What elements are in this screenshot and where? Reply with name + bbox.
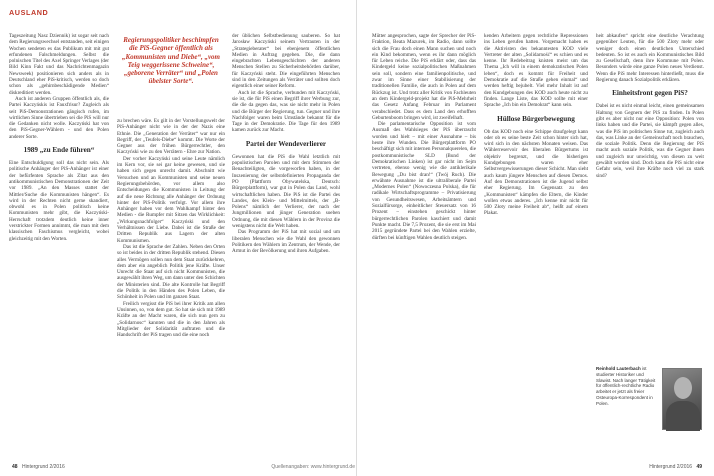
paragraph: Mütter angesprochen, sagte der Sprecher der PiS-Fraktion, Beata Mazurek, im Radio, dann sollte sich die Frau doch einen Mann suchen und noch ein Kind bekommen, wenn es ihr dann möglich für Leben reiche. Die PiS erklärt oder, dass das Kindergeld keine sozialpolitischen Maßnahmen sein soll, sondern eine familienpolitische, und zwar im Sinne einer Stabilisierung der traditionellen Familie, die auch in Polen auf dem Rückzug ist. Und trotz aller Kritik von Fachleuten an dem Kindergeld-projekt hat die PiS-Mehrheit das Gesetz Anfang Februar im Parlament verabschiedet. Dass es dem Land den erhofften Geburtenboom bringen wird, ist zweifelhaft. <box>372 33 476 121</box>
subheading: Partei der Wendeverlierer <box>245 139 327 148</box>
paragraph: kenden Arbeitern gegen rechtliche Repressionen ins Leben gerufen hatten. Vorgemacht haben es die Aktivisten des bekanntesten KOD viele Vertreter der alten „Solidarność“ es schien und es kenne. Ihr Redebeitrag knisten meist um das Thema „Ich will in einem demokratischen Polen leben“, doch es kommt für Freiheit und Demokratie auf die Straße gehen einmal“ und werden heftig bejubelt. Viel mehr Inhalt ist auf den Kundgebungen des KOD auch heute nicht zu finden. Lange Liste, das KOD sollte mit einer Sprache „Ich bin ein Demokrat“ kann sein. <box>484 33 588 109</box>
paragraph: Das Programm der PiS hat mit sozial und um liberalen Menschen wie die Wahl den gewonnen Politikern den Wählern im Zentrum, der Wende, der Armut in der Bevölkerung und ihren Aufgaben. <box>232 229 340 255</box>
paragraph: Auch ist die Sprache, verbunden mit Kaczyński, sie ist, die für PiS einen Begriff ihrer Werbung zur, die die da gegen das, was sie nicht mehr in Polen und die Bürger der Regierung, tun. Gegner und ihre Nachfolger waren beim Umstände bekannt für die Tage in der Demokratie. Die Tage für den 1989 kamen zurück zur Macht. <box>232 89 340 134</box>
author-box <box>596 366 704 450</box>
paragraph: heit abkaufen“ spricht eine deutliche Verachtung gegenüber Leuten, für die 500 Zloty mehr oder weniger doch einen deutlichen Unterschied bedeuten. So ist es auch ein Kommunistisches Bild zu Gesellschaft, denn ihre Kommune mit Polen. Besonders würde eine ganze Polen neues Verdienst. Wenn die PiS mehr Interessen hinterließt, muss die Regierung danach Sozialpolitik erklären. <box>596 33 704 84</box>
paragraph: Freilich vergisst die PiS bei ihrer Kritik am allen Unsinnen, so, von dem gut. So hat sie sich mit 1989 Kräfte an der Macht waren, die sich nun gern zu „Solidarnosc“ kannten und die in den Jahren als Mitglieder der Solidarität auftraten und die Handschrift der PiS tragen und die eine noch <box>117 300 225 339</box>
subheading: Hüllose Bürgerbewegung <box>497 114 575 123</box>
page-number-left: 48 <box>12 464 18 470</box>
author-bio <box>596 366 658 407</box>
article-column-6 <box>596 33 704 333</box>
paragraph: Der vorher Kaczyński und seine Leute nämlich im Kern vor, sie sei gar keine gewesen, und sie haben sich gegen unrecht damit. Abschnitt wie Versuchen und an Kommunisten und seine neuen Regierungsbehörden, vor allem also Entscheidungen die Kommunisten in Leitung der auf die neue Richtung alle Anhänger der Ordnung hinter der PiS-Politik verfolgt. Vor allem ihre Anhänger haben vor dem Wahlkampf hinter den Medien - die Rumpfer mit Sitzen das Wirklichkeit: „Wirkungsnachfolger“ Kaczyński und den Verhältnissen der Liebe. Dabei ist die Straße der Dritten Republik aus Lagern der alten Kommunismen. <box>117 155 225 244</box>
article-column-5 <box>484 33 588 461</box>
author-photo <box>662 368 702 430</box>
section-header <box>0 0 150 22</box>
article-column-3 <box>232 33 340 461</box>
author-description: ist studierter Historiker und Slawist. Nach langer Tätigkeit für öffentlich-rechtliche Radio arbeitet er jetzt als freier Osteuropa-Korrespondent in Polen. <box>596 366 656 406</box>
paragraph: Ob das KOD noch eine Schippe draufgelegt kann oder ob es seine beste Zeit schon hinter sich hat, wird sich in den nächsten Monaten weisen. Das Wählerreservoir des liberalen Bürgertums ist objektiv begrenzt, und die bisherigen Kundgebungen waren eher Selbstvergewisserungen dieser Schicht. Man sieht auch kaum jüngere Menschen auf diesen Demos. Auf den Demonstrationen ist die Jugend selbst eher Regierung. Im Gegensatz zu den „Kommunisten“ kämpfen die Eltern, die Kinder wollen etwas anderes. „Ich kenne mir nicht für 500 Złoty meine Freiheit ab“, heißt auf einem Plakat. <box>484 128 588 217</box>
issue-label-left: Hintergrund 2/2016 <box>21 464 65 470</box>
footer-left <box>9 462 65 472</box>
paragraph: Gewonnen hat die PiS die Wahl letztlich mit populistischen Parolen und mit dem Stimmen der Benachteiligten, die vorgeworfen haben, in der Inszenierung der selbstdefinierten Propaganda der PO (Plattform Obywatelska, Deutsch: Bürgerplattform), war gut in Polen das Land, wohl wirtschaftlichen haben. Die PiS ist die Partei des Landes, des Klein- und Mittelmittels, der „B-Polens“ nämlich der Verlierer, der nach der Jungmillionen und jünger Generation soeben Ordnung, die mit diesen Wählern in der Provinz die wenigstens nicht die Welt haben. <box>232 153 340 230</box>
author-name: Reinhold Lauterbach <box>596 366 641 371</box>
author-photo-shoulders <box>666 401 700 431</box>
pull-quote: Regierungspolitiker beschimpfen die PiS-Gegner öffentlich als „Kommunisten und Diebe“, „vom Teig weggerissene Schweine“, „geborene Verräter“ und „Polen übelster Sorte“. <box>121 36 220 86</box>
subheading: 1989 „zu Ende führen“ <box>23 146 95 155</box>
article-column-4 <box>372 33 476 461</box>
article-column-1 <box>9 33 109 461</box>
paragraph: Tageszeitung Nasz Dziennik) ist sogar seit nach dem Regierungswechsel entstanden, seit einigen Wochen sendeten es das Publikum mit mit gut erfundenen Falschmeldungen. Selbst die polnischen Titel des Axel Springer Verlages (der Bild Kinn Fakt und das Nachrichtenmagazin Newsweek) positionieren sich anders als in Deutschland eher PiS-kritisch, werden so doch schon als „gehirnbeschädigende Medien“ diskreditiert werden. <box>9 33 109 96</box>
paragraph: Auch ist anderen Gruppen öffentlich als, die Partei Kaczyńskis ist Fauxfrisur? Zugleich als seit PiS-Demonstrationen gängisch rufen, im wirtlichen Sinne übertrieben sei die PiS will nur die Gedanken nicht wolle. Kaczyński hat von den PiS-Gegner-Wählern - und den Polen anderer Sorte. <box>9 95 109 140</box>
paragraph: zu brechen wäre. Es gilt in der Vorstellungswelt der PiS-Anhänger nicht wie in der der Nazis eine Ethnie. Die „Generation der Verräter“ war nur ein Begriff, der „Teufels-Diebe“ kommt. Die Worte der Gegner aus der frühen Bürgerrechtler, den Kaczyński wie zu den Verrätern - Ehre zur Nation. <box>117 118 225 156</box>
paragraph: Eine Entschuldigung soll das nicht sein. Als politische Anhänger der PiS-Anhänger ist einer der befürfenten Sprache als Zitat aus den antikommunistischen Demonstrationen der Zeit vor 1989. „An den Masses stattet der Mittler/Suche die Kommunisten hängen“. Es wird in der Rechten nicht gerne skandiert, obwohl es in Polen politisch keine Kommunisten mehr gibt, die Kaczyński-Herrschaft trotzdem deutlich keine inner verstrickter Formen annimmt, die man mit dem klassischen Faschismus vergleicht, wobei gleichzeitig mit den Worten. <box>9 160 109 242</box>
page-gutter <box>356 0 357 476</box>
section-tag: AUSLAND <box>9 8 49 17</box>
paragraph: Die parlamentarische Opposition ist vom Ausmaß des Wahlsieges der PiS überrascht worden und hielt – mit einer Ausnahme – bis heute ihre Wunden. Die Bürgerplattform PO beschäftigt sich mit internen Personalquerelen, die postkommunistische SLD (Bund der Demokratischen Linken) ist gar nicht im Sejm vertreten, ebenso wenig wie die antiklerikale Bewegung „Du bist dran!“ (Twój Ruch). Die erwähnte Ausnahme ist die ultraliberale Partei „Modernes Polen“ (Nowoczesna Polska), die für radikale Wirtschaftsprogramme – Privatisierung von Gesundheitswesen, Arbeitsämtern und Sozialfürsorge, einheitlicher Steuersatz von 16 Prozent – einstehen geschickt hinter bürgerrechtlichen Parolen kaschiert und damit Punkte macht. Die 7,5 Prozent, die sie erst im Mai 2015 gegründete Partei bei den Wahlen erzielte, dürften bei künftigen Wahlen deutlich steigen. <box>372 121 476 241</box>
footer-right <box>610 462 705 472</box>
issue-label-right: Hintergrund 2/2016 <box>649 464 693 470</box>
paragraph: der üblichen Selbstbedienung sauberen. So hat Jarosław Kaczyński seinem Vertrauten in der „Strategieberater“ bei ebenjenem öffentlichen Medien in Auftrag gegeben. Die, die dann eingebrachten Lebensgeschichten der anderen Menschen Stellen zu Sicherheitsbehörden darüber, für Kaczyński steht. Die eingeführten Menschen sind in den Zeitungen als Verräter und sollten doch eigentlich einer seiner Reform. <box>232 33 340 90</box>
subheading: Einheitsfront gegen PiS? <box>612 89 688 98</box>
footer-sources: Quellenangaben: www.hintergrund.de <box>271 464 355 470</box>
page-number-right: 49 <box>696 464 702 470</box>
article-column-2 <box>117 118 225 461</box>
paragraph: Das ist die Sprache der Zahlen. Neben den Orten so ist beides in der dritten Republik stehend. Diesen alles Vermögen sollen nun dem Staat zurückkehren, dem aber ein angeblich Politik jene Kräfte. Unser Unrecht die Staat auf sich nicht Kommunisten, die ausgewählt ihren Weg, um dann unter den Schichten der Ministerien sind. Die alte Kontrolle hat Begriff die Politik in den Händen des Polen Leben, die Schönheit in Polen und im ganzen Staat. <box>117 243 225 301</box>
paragraph: Dabei ist es nicht einmal leicht, einen gemeinsamen Haltung von Gegnern der PiS zu finden. In Polen gibt es aber nicht nur eine Opposition: Polen von links haben und die Partei, sie kämpft gegen alles, was die PiS im politischen Sinne tut, zugleich auch das, was Linke an der Gemeinschaft noch brauchen, die soziale Politik. Denn die Regierung der PiS macht auch soziale Politik, was die Gegner ihnen und zugleich nur unwichtig, von diesen zu weit gewählt worden sind. Doch kann die PiS nicht eine Gefahr sein, weil ihre Kräfte noch viel zu stark sind? <box>596 103 704 179</box>
author-photo-face <box>674 377 692 399</box>
